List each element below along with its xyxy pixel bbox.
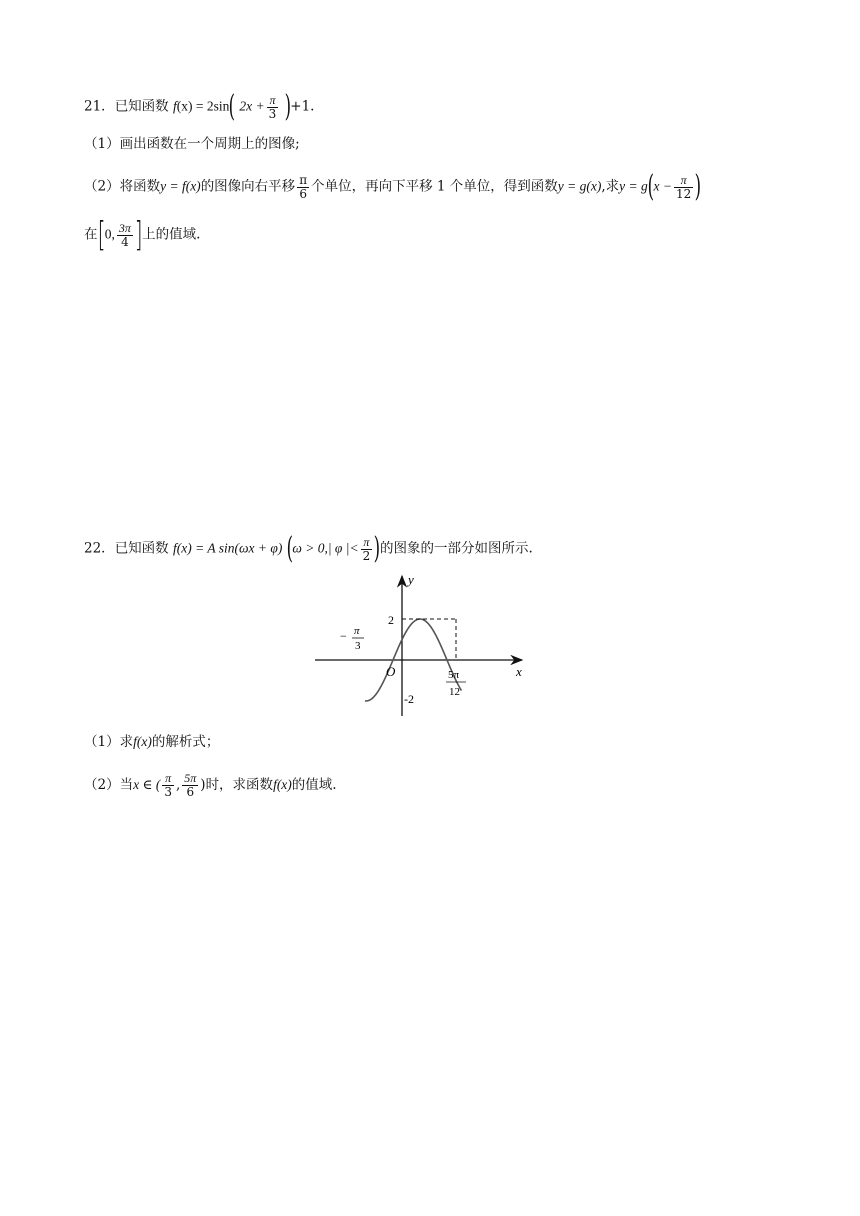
q22-part2-n2: 5π (184, 771, 197, 785)
q21-part1: （1）画出函数在一个周期上的图像; (84, 136, 300, 152)
q22-part2-comma: , (175, 777, 181, 793)
q22-lparen: ( (286, 531, 293, 566)
q21-number: 21． (84, 98, 115, 115)
q21-part2-d: ,求 (601, 178, 620, 195)
neg-pi-den: 3 (355, 640, 361, 652)
q21-func-lhs: f (172, 98, 177, 114)
q21-part2-shift-frac (297, 174, 309, 201)
sine-graph (310, 572, 540, 717)
y-axis-label: y (408, 572, 414, 587)
q22-part2 (84, 772, 337, 799)
q22-part2-frac2 (182, 772, 198, 799)
q22-part2-frac1 (162, 772, 174, 799)
q22-rparen: ) (373, 531, 381, 566)
x-tick-den: 12 (449, 686, 460, 698)
q21-part2-lparen: ( (647, 169, 654, 204)
q22-part2-a: （2）当 (84, 777, 134, 793)
q22-part1 (84, 733, 219, 751)
q21-part2-pi: π (674, 174, 693, 188)
q21-part2-g: y = g(x) (557, 178, 602, 194)
q22-part2-x: x ∈ ( (133, 777, 161, 792)
q21-line3-den: 4 (121, 234, 129, 249)
origin-label: O (386, 664, 396, 679)
q22-part2-b: 时，求函数 (205, 777, 274, 793)
q21-intro: 已知函数 (114, 98, 169, 115)
q21-rbracket: ] (134, 215, 143, 255)
q22-intro: 已知函数 (114, 540, 169, 557)
q22-part1-b: 的解析式； (151, 734, 220, 750)
q22-part2-close: ) (200, 777, 206, 793)
q22-func: f(x) = A sin(ωx + φ) (172, 540, 283, 556)
q21-eq: = 2sin (192, 98, 230, 114)
y-max-label: 2 (388, 613, 394, 627)
q21-part2-line3 (84, 215, 201, 255)
q22-tail: 的图象的一部分如图所示. (379, 540, 533, 557)
q21-part2-b: 的图像向右平移 (200, 178, 296, 195)
q22-cond-frac (361, 536, 373, 563)
q22-part2-d2: 6 (186, 785, 195, 799)
x-axis-label: x (516, 664, 522, 679)
q21-frac-den: 3 (268, 106, 277, 121)
q21-right-paren: ) (284, 89, 291, 124)
q21-part2-c: 个单位，再向下平移 1 个单位，得到函数 (311, 178, 558, 195)
y-min-label: -2 (404, 692, 414, 706)
q22-statement (84, 531, 533, 566)
q21-part2-a: （2）将函数 (84, 178, 161, 195)
q21-part2-pi-12 (674, 174, 693, 201)
q21-part2-frac-den: 6 (299, 186, 307, 201)
q22-part1-f: f(x) (133, 734, 152, 749)
q22-cond-num: π (361, 536, 373, 550)
q21-lbracket: [ (97, 215, 106, 255)
q21-part2 (84, 169, 702, 204)
neg-pi-num: π (354, 625, 360, 637)
q21-part2-yg: y = g (619, 178, 648, 194)
q22-part1-a: （1）求 (84, 734, 134, 750)
q21-plus-one: +1. (290, 98, 315, 115)
q21-line3-b: 上的值域. (142, 226, 201, 243)
q21-part2-frac-num: π (299, 172, 308, 187)
q21-line3-zero: 0, (104, 226, 115, 242)
q21-inner: 2x + (239, 98, 265, 114)
q22-cond: ω > 0,| φ |< (292, 540, 359, 556)
q21-left-paren: ( (229, 89, 236, 124)
x-tick-num: 5π (448, 669, 460, 681)
q21-part2-y: y = f(x) (160, 178, 201, 194)
q22-cond-den: 2 (362, 548, 371, 563)
q21-pi-over-3 (267, 94, 279, 121)
q22-part2-f: f(x) (273, 777, 292, 792)
q21-line3-frac (117, 222, 133, 249)
q21-part2-12: 12 (675, 186, 692, 201)
q21-statement (84, 89, 315, 124)
q21-line3-a: 在 (84, 226, 98, 243)
q22-part2-d1: 3 (164, 785, 172, 799)
q21-frac-num: π (267, 94, 279, 108)
q22-part2-c: 的值域. (291, 777, 337, 793)
q21-line3-num: 3π (118, 220, 131, 235)
q21-part2-xminus: x − (653, 178, 672, 194)
neg-pi-sign: − (340, 629, 347, 643)
q21-part2-rparen: ) (694, 169, 702, 204)
q22-number: 22． (84, 540, 115, 557)
q21-func-arg: (x) (176, 98, 193, 114)
q22-part2-n1: π (162, 772, 174, 786)
